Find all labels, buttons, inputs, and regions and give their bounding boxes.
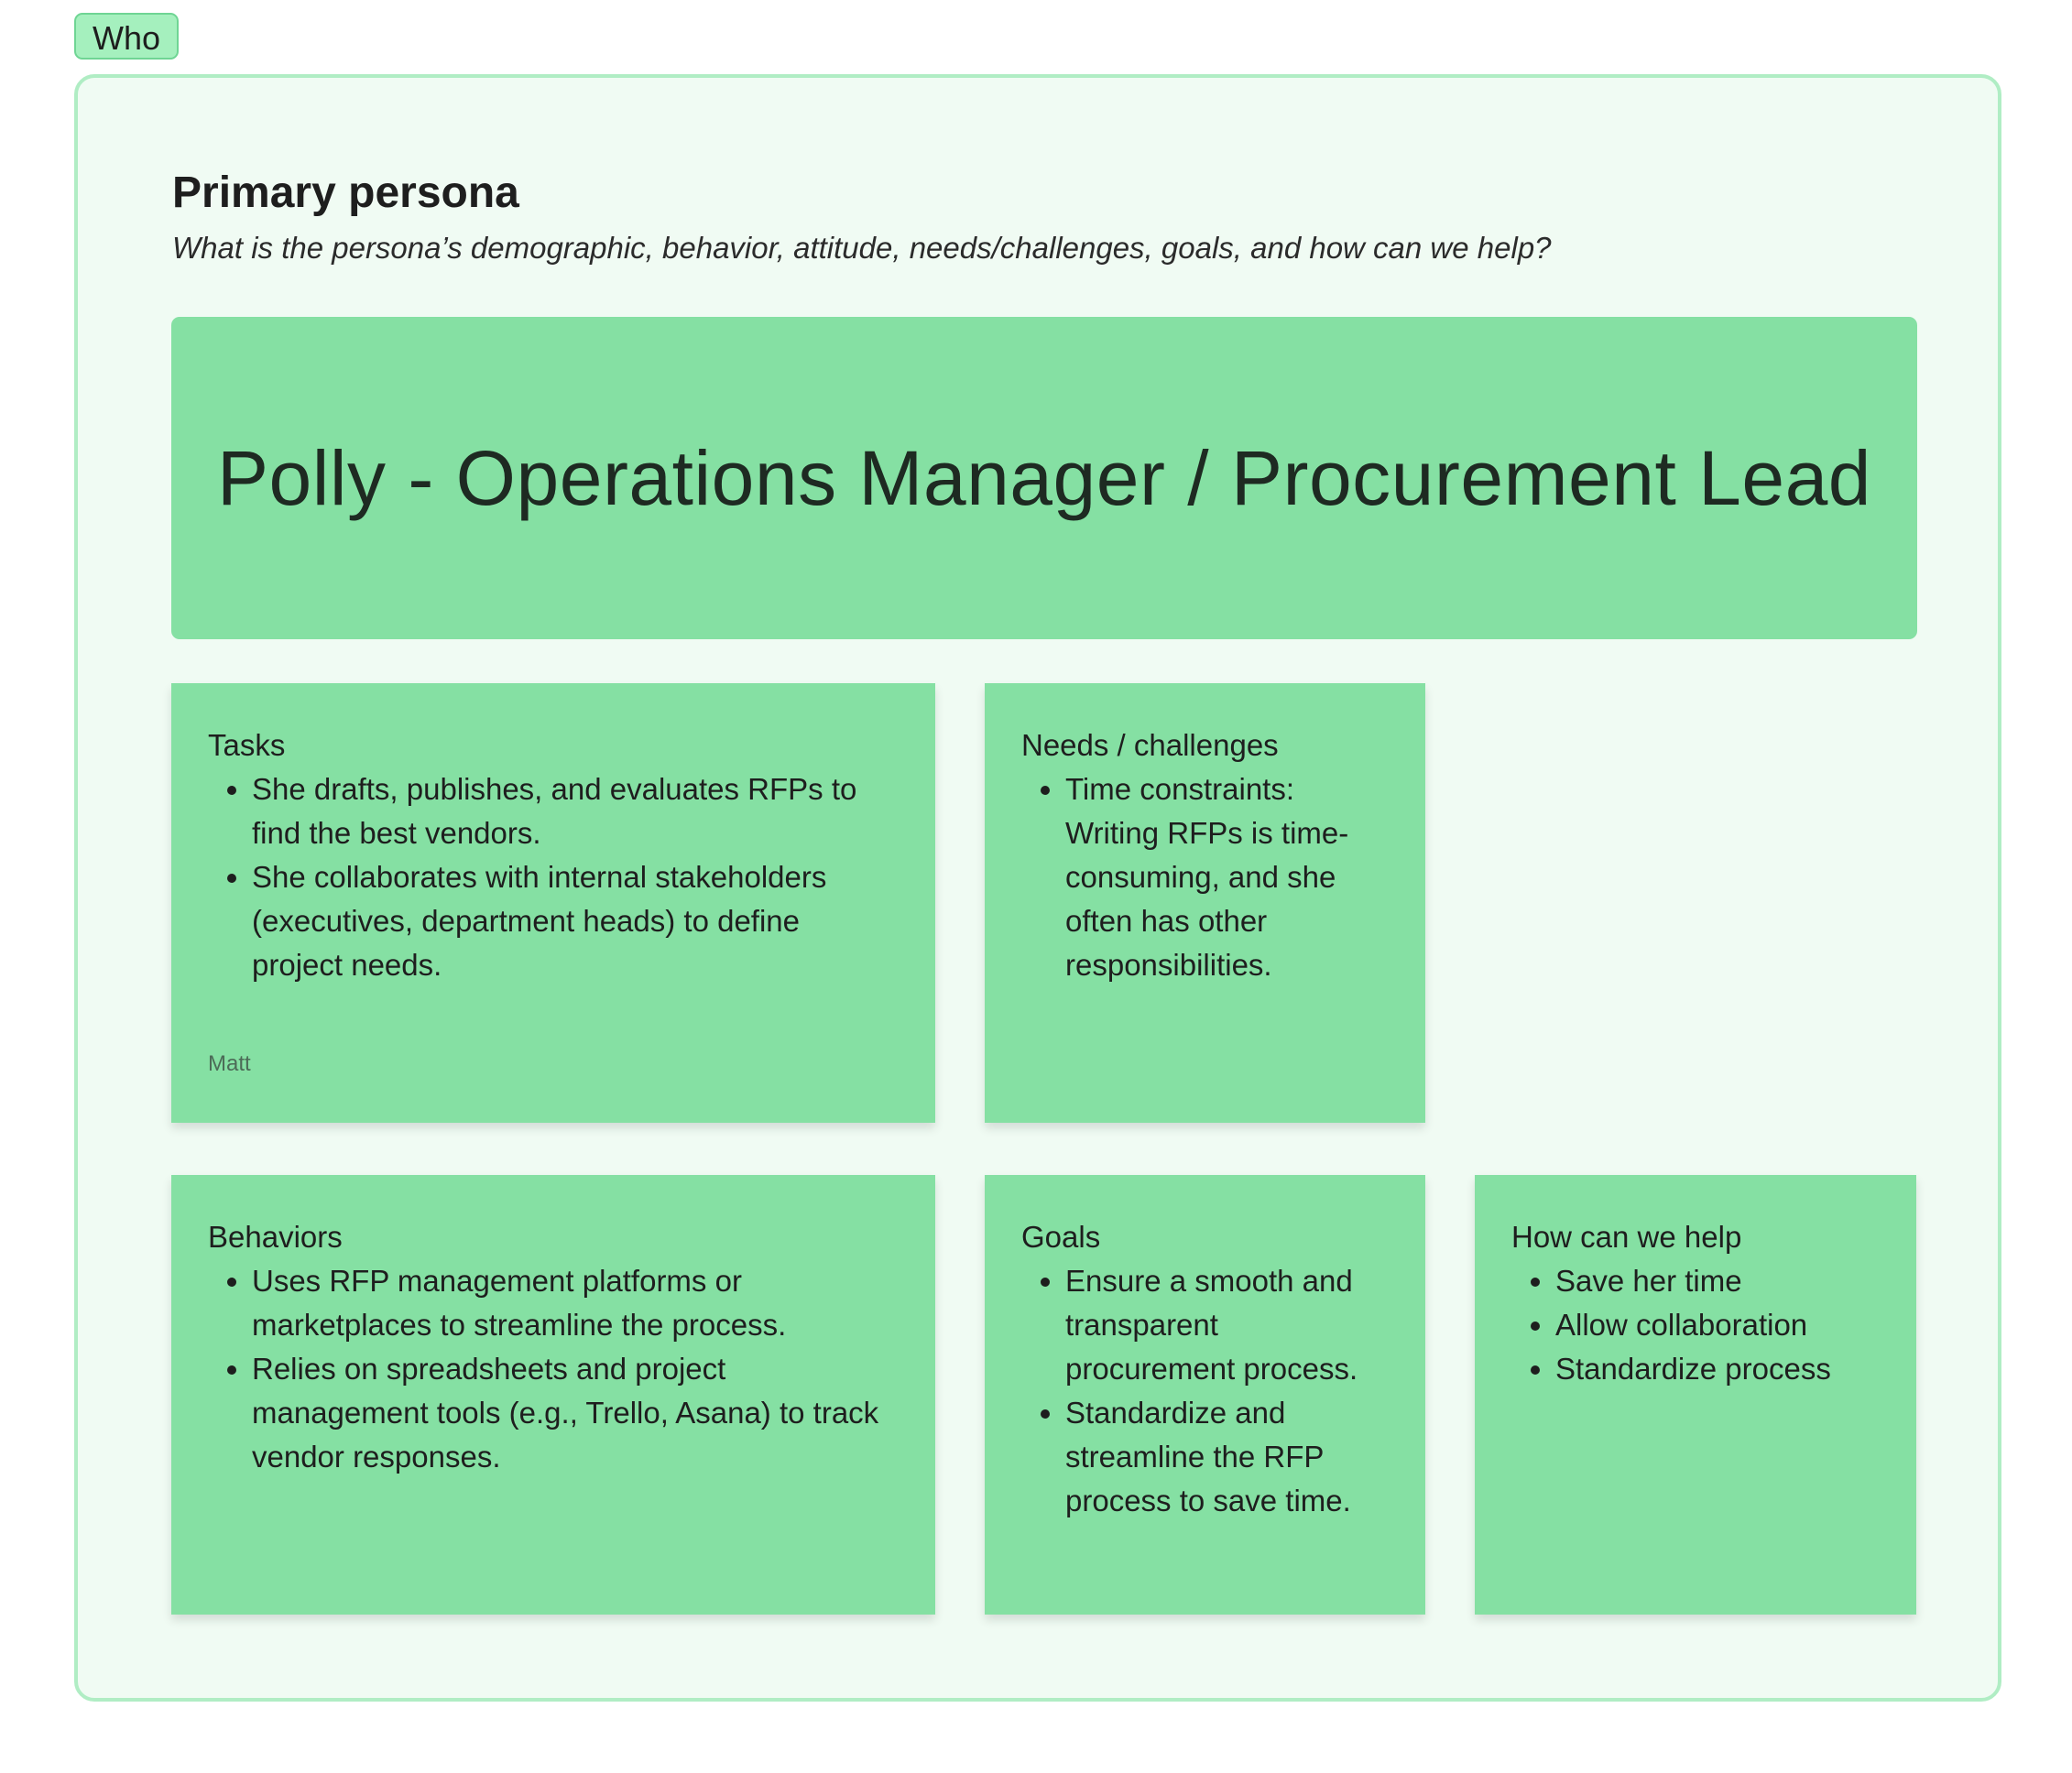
page-title: Primary persona xyxy=(172,169,519,217)
sticky-heading: How can we help xyxy=(1511,1220,1742,1254)
sticky-note-tasks[interactable] xyxy=(171,683,935,1123)
sticky-heading: Goals xyxy=(1021,1220,1101,1254)
list-item: • Relies on spreadsheets and project management tools (e.g., Trello, Asana) to track vendor responses. xyxy=(252,1347,899,1479)
sticky-note-how-can-we-help[interactable] xyxy=(1475,1175,1916,1615)
list-item: • She collaborates with internal stakeholders (executives, department heads) to define project needs. xyxy=(252,855,899,987)
sticky-note-goals[interactable] xyxy=(985,1175,1425,1615)
section-tag[interactable]: Who xyxy=(74,13,179,60)
sticky-list xyxy=(1021,1259,1389,1523)
list-item: • Time constraints: Writing RFPs is time-consuming, and she often has other responsibilities. xyxy=(1065,767,1389,987)
sticky-heading: Behaviors xyxy=(208,1220,343,1254)
sticky-note-behaviors[interactable] xyxy=(171,1175,935,1615)
sticky-author: Matt xyxy=(208,1051,251,1076)
page-subtitle: What is the persona’s demographic, behavior, attitude, needs/challenges, goals, and how can we help? xyxy=(172,231,1552,265)
list-item: • She drafts, publishes, and evaluates RFPs to find the best vendors. xyxy=(252,767,899,855)
persona-banner-text: Polly - Operations Manager / Procurement Lead xyxy=(216,434,1872,521)
sticky-note-needs[interactable] xyxy=(985,683,1425,1123)
list-item: • Uses RFP management platforms or marketplaces to streamline the process. xyxy=(252,1259,899,1347)
sticky-list xyxy=(1511,1259,1880,1391)
list-item: • Save her time xyxy=(1555,1259,1880,1303)
list-item: • Ensure a smooth and transparent procurement process. xyxy=(1065,1259,1389,1391)
sticky-heading: Needs / challenges xyxy=(1021,728,1279,762)
sticky-list xyxy=(208,1259,899,1479)
sticky-list xyxy=(1021,767,1389,987)
list-item: • Standardize process xyxy=(1555,1347,1880,1391)
sticky-list xyxy=(208,767,899,987)
list-item: • Standardize and streamline the RFP process to save time. xyxy=(1065,1391,1389,1523)
persona-banner[interactable] xyxy=(171,317,1917,639)
sticky-heading: Tasks xyxy=(208,728,286,762)
list-item: • Allow collaboration xyxy=(1555,1303,1880,1347)
